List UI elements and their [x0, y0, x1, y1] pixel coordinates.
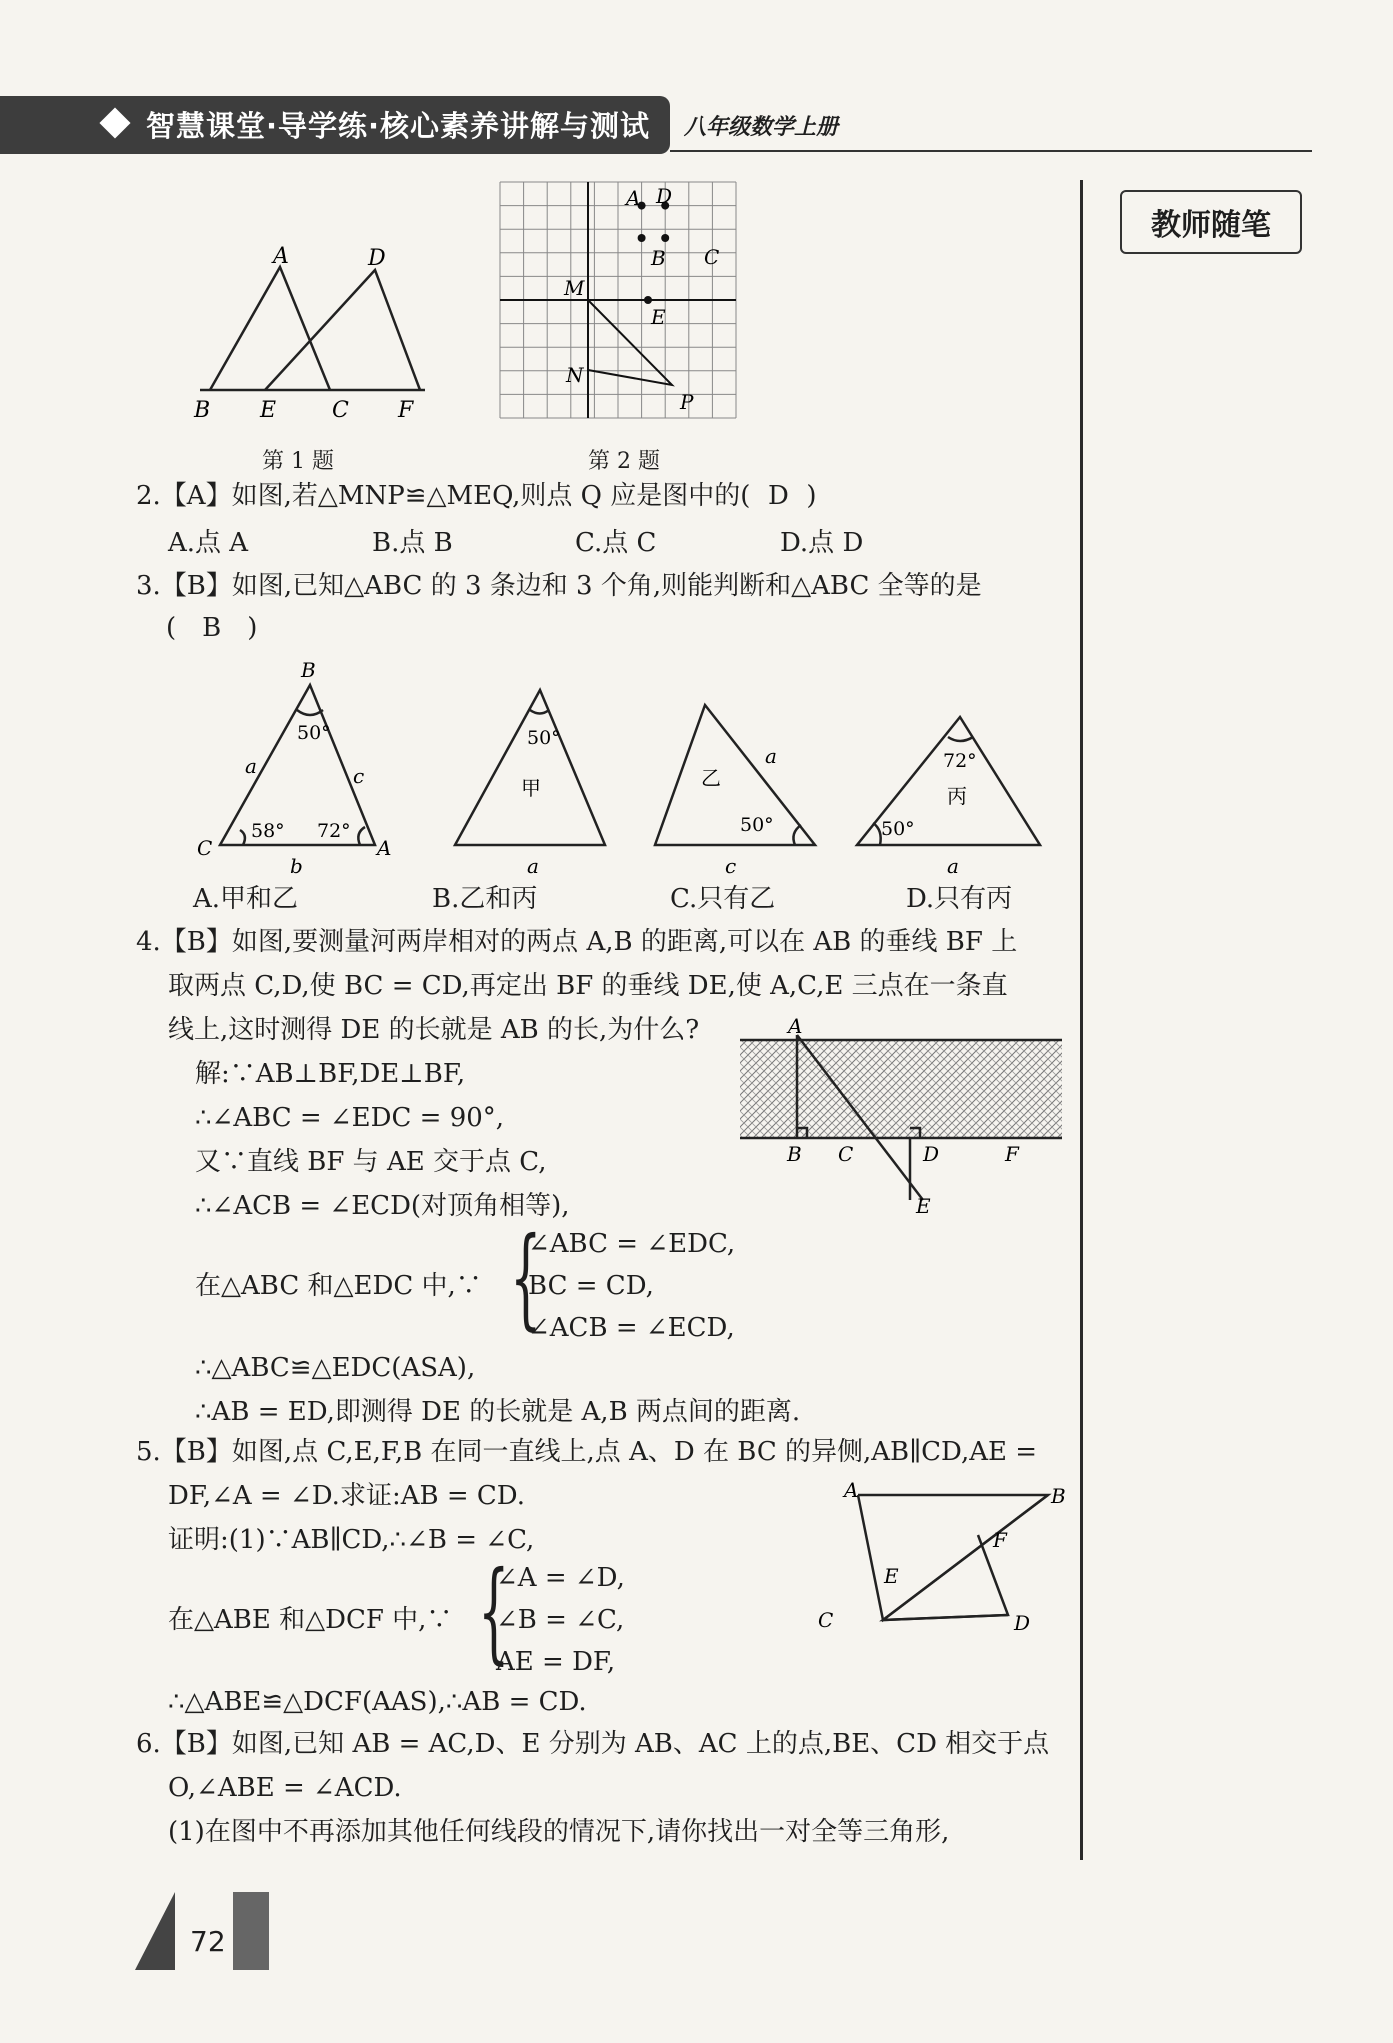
yi-angle: 50°: [740, 814, 774, 836]
grid-label-N: N: [566, 363, 584, 387]
grid-label-E: E: [651, 305, 666, 329]
q3-option-b: B.乙和丙: [432, 884, 538, 914]
q5-cond-3: AE = DF,: [496, 1647, 616, 1677]
jia-name: 甲: [521, 776, 541, 800]
q2-option-d: D.点 D: [780, 528, 864, 558]
triangle-abc: [210, 267, 330, 390]
river-area: [740, 1040, 1062, 1138]
q4-cond-prefix: 在△ABC 和△EDC 中,∵: [195, 1271, 482, 1301]
q5-label-C: C: [818, 1608, 834, 1632]
figure-2: [498, 180, 738, 420]
header-subtitle: 八年级数学上册: [684, 114, 839, 140]
river-label-B: B: [787, 1142, 802, 1166]
q2-option-c: C.点 C: [575, 528, 657, 558]
q5-label-F: F: [993, 1528, 1007, 1552]
question-2-stem: [136, 474, 817, 518]
river-label-E: E: [916, 1194, 931, 1218]
q5-line-1: 5.【B】如图,点 C,E,F,B 在同一直线上,点 A、D 在 BC 的异侧,AB∥CD,AE =: [136, 1437, 1038, 1467]
q2-close: ): [806, 481, 817, 511]
q3-option-d: D.只有丙: [906, 884, 1013, 914]
q3-option-a: A.甲和乙: [193, 884, 299, 914]
figure-1-caption: 第 1 题: [262, 449, 334, 474]
q5-label-D: D: [1014, 1611, 1031, 1635]
q6-line-3: (1)在图中不再添加其他任何线段的情况下,请你找出一对全等三角形,: [168, 1817, 950, 1847]
q4-brace: {: [510, 1213, 542, 1341]
teacher-notes-label: 教师随笔: [1120, 190, 1302, 254]
q2-answer: D: [767, 481, 789, 511]
triangle-yi: [655, 705, 815, 845]
q5-label-B: B: [1051, 1484, 1066, 1508]
q5-label-E: E: [884, 1564, 899, 1588]
yi-side-c: c: [725, 854, 737, 875]
river-label-A: A: [788, 1015, 803, 1038]
bing-angle-1: 72°: [943, 750, 977, 772]
abc-side-c: c: [353, 764, 365, 788]
q4-sol-1: 解:∵AB⊥BF,DE⊥BF,: [195, 1059, 466, 1089]
q5-label-A: A: [844, 1478, 859, 1502]
q4-cond-2: BC = CD,: [528, 1271, 654, 1301]
q2-option-b: B.点 B: [372, 528, 453, 558]
q5-cond-1: ∠A = ∠D,: [496, 1563, 625, 1593]
label-E: E: [260, 398, 277, 423]
q4-line-2: 取两点 C,D,使 BC = CD,再定出 BF 的垂线 DE,使 A,C,E 三点在一条直: [168, 971, 1008, 1001]
q2-stem-text: 2.【A】如图,若△MNP≌△MEQ,则点 Q 应是图中的(: [136, 481, 751, 511]
grid-label-B: B: [651, 246, 666, 270]
abc-angle-a: 72°: [317, 820, 351, 842]
q4-concl-2: ∴AB = ED,即测得 DE 的长就是 A,B 两点间的距离.: [195, 1397, 801, 1427]
q6-line-1: 6.【B】如图,已知 AB = AC,D、E 分别为 AB、AC 上的点,BE、CD 相交于点: [136, 1729, 1050, 1759]
abc-angle-c: 58°: [251, 820, 285, 842]
figure-1: [180, 245, 440, 425]
abc-side-a: a: [245, 754, 257, 778]
q5-proof-1: 证明:(1)∵AB∥CD,∴∠B = ∠C,: [168, 1525, 535, 1555]
header-title: 智慧课堂·导学练·核心素养讲解与测试: [146, 109, 651, 143]
river-label-F: F: [1005, 1142, 1019, 1166]
grid-label-P: P: [680, 390, 694, 414]
q4-line-3: 线上,这时测得 DE 的长就是 AB 的长,为什么?: [168, 1015, 700, 1045]
label-D: D: [368, 246, 386, 271]
q4-river-figure: [740, 1015, 1070, 1220]
q4-line-1: 4.【B】如图,要测量河两岸相对的两点 A,B 的距离,可以在 AB 的垂线 BF 上: [136, 927, 1018, 957]
yi-name: 乙: [701, 766, 721, 790]
jia-angle: 50°: [527, 727, 561, 749]
question-3-stem: 3.【B】如图,已知△ABC 的 3 条边和 3 个角,则能判断和△ABC 全等的是: [136, 571, 982, 601]
q4-sol-3: 又∵直线 BF 与 AE 交于点 C,: [195, 1147, 547, 1177]
label-B: B: [194, 398, 211, 423]
q6-line-2: O,∠ABE = ∠ACD.: [168, 1773, 402, 1803]
river-label-D: D: [923, 1142, 940, 1166]
figure-2-caption: 第 2 题: [588, 449, 660, 474]
abc-label-C: C: [197, 836, 213, 860]
q4-cond-1: ∠ABC = ∠EDC,: [528, 1229, 736, 1259]
page-number: 72: [190, 1925, 226, 1958]
triangle-abc-ref: [220, 685, 375, 845]
q4-cond-3: ∠ACB = ∠ECD,: [528, 1313, 735, 1343]
yi-side-a: a: [765, 744, 777, 768]
label-F: F: [398, 398, 414, 423]
q3-option-c: C.只有乙: [670, 884, 776, 914]
river-label-C: C: [838, 1142, 854, 1166]
abc-label-A: A: [377, 836, 392, 860]
bing-side: a: [947, 854, 959, 875]
label-C: C: [332, 398, 349, 423]
q2-option-a: A.点 A: [168, 528, 249, 558]
jia-side: a: [527, 854, 539, 875]
grid-label-M: M: [564, 276, 585, 300]
q5-cond-2: ∠B = ∠C,: [496, 1605, 625, 1635]
q4-sol-2: ∴∠ABC = ∠EDC = 90°,: [195, 1103, 505, 1133]
margin-divider: [1080, 180, 1083, 1860]
bing-angle-2: 50°: [881, 818, 915, 840]
q3-triangles-figure: [185, 655, 1065, 875]
abc-side-b: b: [290, 854, 303, 875]
grid-label-D: D: [656, 184, 673, 208]
grid-label-C: C: [704, 245, 720, 269]
q3-answer: ( B ): [166, 613, 258, 643]
label-A: A: [273, 245, 289, 269]
abc-label-B: B: [301, 658, 316, 682]
q5-brace: {: [478, 1547, 510, 1675]
bing-name: 丙: [947, 784, 967, 808]
q5-line-2: DF,∠A = ∠D.求证:AB = CD.: [168, 1481, 525, 1511]
q5-cond-prefix: 在△ABE 和△DCF 中,∵: [168, 1605, 453, 1635]
q4-sol-4: ∴∠ACB = ∠ECD(对顶角相等),: [195, 1191, 570, 1221]
triangle-jia: [455, 690, 605, 845]
header-rule: [670, 150, 1312, 152]
grid-label-A: A: [626, 186, 641, 210]
q5-figure: [818, 1475, 1068, 1635]
q4-concl-1: ∴△ABC≌△EDC(ASA),: [195, 1353, 476, 1383]
q5-concl: ∴△ABE≌△DCF(AAS),∴AB = CD.: [168, 1687, 587, 1717]
abc-angle-b: 50°: [297, 722, 331, 744]
